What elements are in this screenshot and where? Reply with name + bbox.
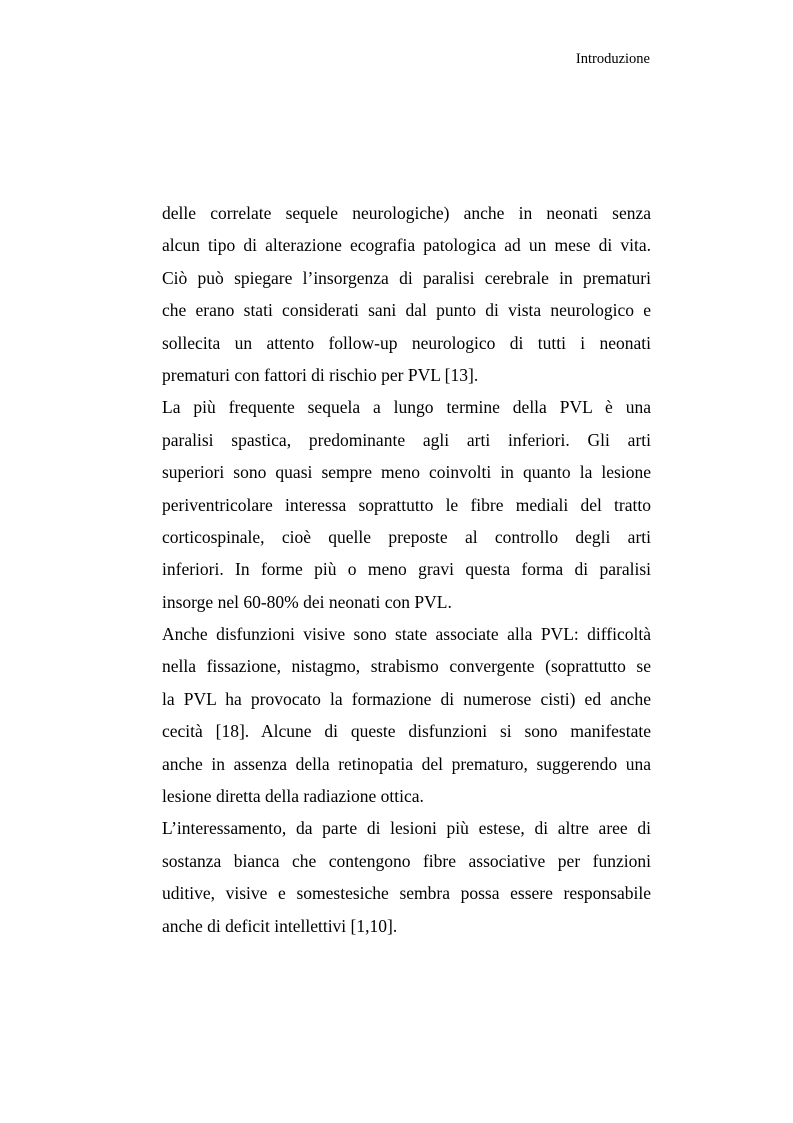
- text-line: La più frequente sequela a lungo termine della PVL è una: [162, 397, 651, 418]
- paragraph: [162, 197, 651, 391]
- paragraph: [162, 391, 651, 618]
- text-line: inferiori. In forme più o meno gravi questa forma di paralisi: [162, 559, 651, 580]
- text-line: uditive, visive e somestesiche sembra possa essere responsabile: [162, 883, 651, 904]
- text-line: che erano stati considerati sani dal punto di vista neurologico e: [162, 300, 651, 321]
- text-line: la PVL ha provocato la formazione di numerose cisti) ed anche: [162, 688, 651, 709]
- body-text: [162, 197, 651, 942]
- paragraph: [162, 812, 651, 942]
- text-line: corticospinale, cioè quelle preposte al controllo degli arti: [162, 526, 651, 547]
- text-line: nella fissazione, nistagmo, strabismo convergente (soprattutto se: [162, 656, 651, 677]
- text-line: anche in assenza della retinopatia del prematuro, suggerendo una: [162, 753, 651, 774]
- text-line: anche di deficit intellettivi [1,10].: [162, 915, 398, 936]
- text-line: cecità [18]. Alcune di queste disfunzioni si sono manifestate: [162, 721, 651, 742]
- paragraph: [162, 618, 651, 812]
- running-header: Introduzione: [575, 51, 650, 67]
- text-line: insorge nel 60-80% dei neonati con PVL.: [162, 591, 452, 612]
- text-line: prematuri con fattori di rischio per PVL [13].: [162, 364, 479, 385]
- text-line: lesione diretta della radiazione ottica.: [162, 786, 424, 807]
- text-line: Anche disfunzioni visive sono state associate alla PVL: difficoltà: [162, 624, 651, 645]
- text-line: sostanza bianca che contengono fibre associative per funzioni: [162, 850, 651, 871]
- text-line: alcun tipo di alterazione ecografia patologica ad un mese di vita.: [162, 235, 651, 256]
- text-line: Ciò può spiegare l’insorgenza di paralisi cerebrale in prematuri: [162, 267, 651, 288]
- text-line: L’interessamento, da parte di lesioni più estese, di altre aree di: [162, 818, 651, 839]
- text-line: periventricolare interessa soprattutto le fibre mediali del tratto: [162, 494, 651, 515]
- text-line: sollecita un attento follow-up neurologico di tutti i neonati: [162, 332, 651, 353]
- text-line: paralisi spastica, predominante agli arti inferiori. Gli arti: [162, 429, 651, 450]
- text-line: delle correlate sequele neurologiche) anche in neonati senza: [162, 203, 651, 223]
- text-line: superiori sono quasi sempre meno coinvolti in quanto la lesione: [162, 462, 651, 483]
